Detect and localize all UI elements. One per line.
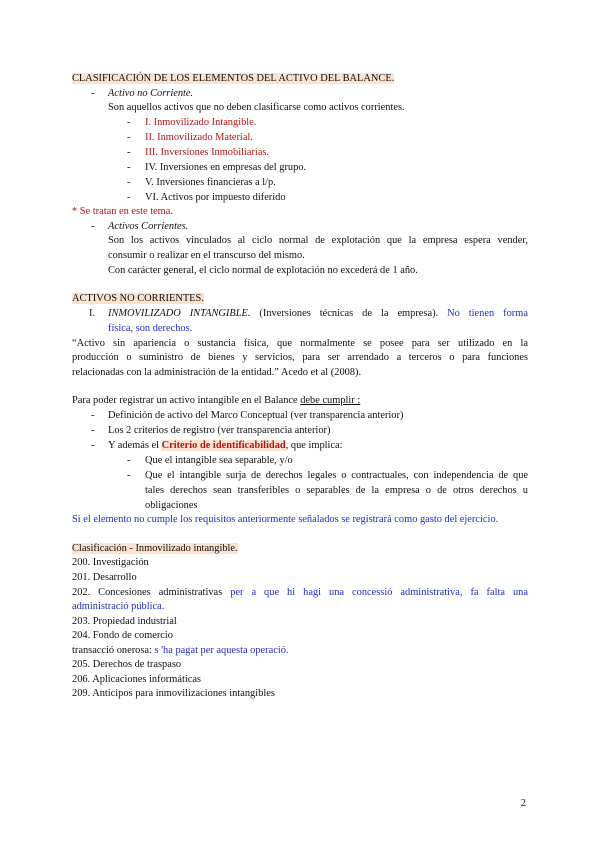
list-item: I. Inmovilizado Intangible. — [145, 117, 257, 128]
sub-criterion-cont: tales derechos sean transferibles o separables de la empresa o de otros derechos u — [145, 485, 528, 496]
account-item: 205. Derechos de traspaso — [72, 659, 182, 670]
account-item: 201. Desarrollo — [72, 572, 137, 583]
account-item: 200. Investigación — [72, 557, 149, 568]
bullet-dash: - — [127, 470, 131, 481]
bullet-dash: - — [127, 117, 131, 128]
quote-line2: producción o suministro de bienes y servicios, para ser arrendado a terceros o para funciones — [72, 352, 528, 363]
sub-criterion-cont: obligaciones — [145, 500, 198, 511]
register-sentence: Para poder registrar un activo intangible en el Balance debe cumplir : — [72, 395, 361, 406]
blue-note: Si el elemento no cumple los requisitos anteriormente señalados se registrará como gasto del ejercicio. — [72, 514, 499, 525]
section3-title: Clasificación - Inmovilizado intangible. — [72, 543, 238, 554]
list-item: II. Inmovilizado Material. — [145, 132, 253, 143]
criterion-item: Y además el Criterio de identificabilidad, que implica: — [108, 440, 343, 451]
bullet-dash: - — [127, 455, 131, 466]
quote-line3: relacionadas con la administración de la entidad.” Acedo et al (2008). — [72, 367, 362, 378]
account-item: 209. Anticipos para inmovilizaciones intangibles — [72, 688, 275, 699]
transaccio-note: transacció onerosa: s 'ha pagat per aquesta operació. — [72, 645, 289, 656]
account-item: 206. Aplicaciones informáticas — [72, 674, 201, 685]
intangible-heading-cont: física, son derechos. — [108, 323, 193, 334]
activo-no-corriente-label: Activo no Corriente. — [108, 88, 194, 99]
list-item: IV. Inversiones en empresas del grupo. — [145, 162, 307, 173]
bullet-dash: - — [91, 221, 95, 232]
account-item: 203. Propiedad industrial — [72, 616, 177, 627]
bullet-dash: - — [127, 177, 131, 188]
bullet-dash: - — [91, 440, 95, 451]
page-number: 2 — [520, 798, 526, 809]
activos-corrientes-line2: consumir o realizar en el transcurso del mismo. — [108, 250, 305, 261]
bullet-dash: - — [127, 147, 131, 158]
criterion-item: Definición de activo del Marco Conceptual (ver transparencia anterior) — [108, 410, 404, 421]
bullet-dash: - — [91, 88, 95, 99]
list-item: VI. Activos por impuesto diferido — [145, 192, 286, 203]
sub-criterion: Que el intangible surja de derechos legales o contractuales, con independencia de que — [145, 470, 528, 481]
bullet-dash: - — [91, 410, 95, 421]
bullet-dash: - — [127, 162, 131, 173]
account-item: 204. Fondo de comercio — [72, 630, 173, 641]
criterion-item: Los 2 criterios de registro (ver transparencia anterior) — [108, 425, 331, 436]
activo-no-corriente-desc: Son aquellos activos que no deben clasificarse como activos corrientes. — [108, 102, 405, 113]
sub-criterion: Que el intangible sea separable, y/o — [145, 455, 293, 466]
account-item: 202. Concesiones administrativas per a que hi hagi una concessió administrativa, fa falta una — [72, 587, 528, 598]
bullet-dash: - — [127, 192, 131, 203]
roman-numeral: I. — [89, 308, 96, 319]
section1-title: CLASIFICACIÓN DE LOS ELEMENTOS DEL ACTIVO DEL BALANCE. — [72, 73, 395, 84]
intangible-heading: INMOVILIZADO INTANGIBLE. (Inversiones técnicas de la empresa). No tienen forma — [108, 308, 528, 319]
note-tema: * Se tratan en este tema. — [72, 206, 173, 217]
bullet-dash: - — [127, 132, 131, 143]
list-item: V. Inversiones financieras a l/p. — [145, 177, 276, 188]
account-item-cont: administració pública. — [72, 601, 165, 612]
quote-line1: “Activo sin apariencia o sustancia física, que normalmente se posee para ser utilizado en la — [72, 338, 528, 349]
section2-title: ACTIVOS NO CORRIENTES. — [72, 293, 204, 304]
activos-corrientes-line1: Son los activos vinculados al ciclo normal de explotación que la empresa espera vender, — [108, 235, 528, 246]
list-item: III. Inversiones Inmobiliarias. — [145, 147, 270, 158]
activos-corrientes-line3: Con carácter general, el ciclo normal de explotación no excederá de 1 año. — [108, 265, 418, 276]
activos-corrientes-label: Activos Corrientes. — [108, 221, 189, 232]
bullet-dash: - — [91, 425, 95, 436]
